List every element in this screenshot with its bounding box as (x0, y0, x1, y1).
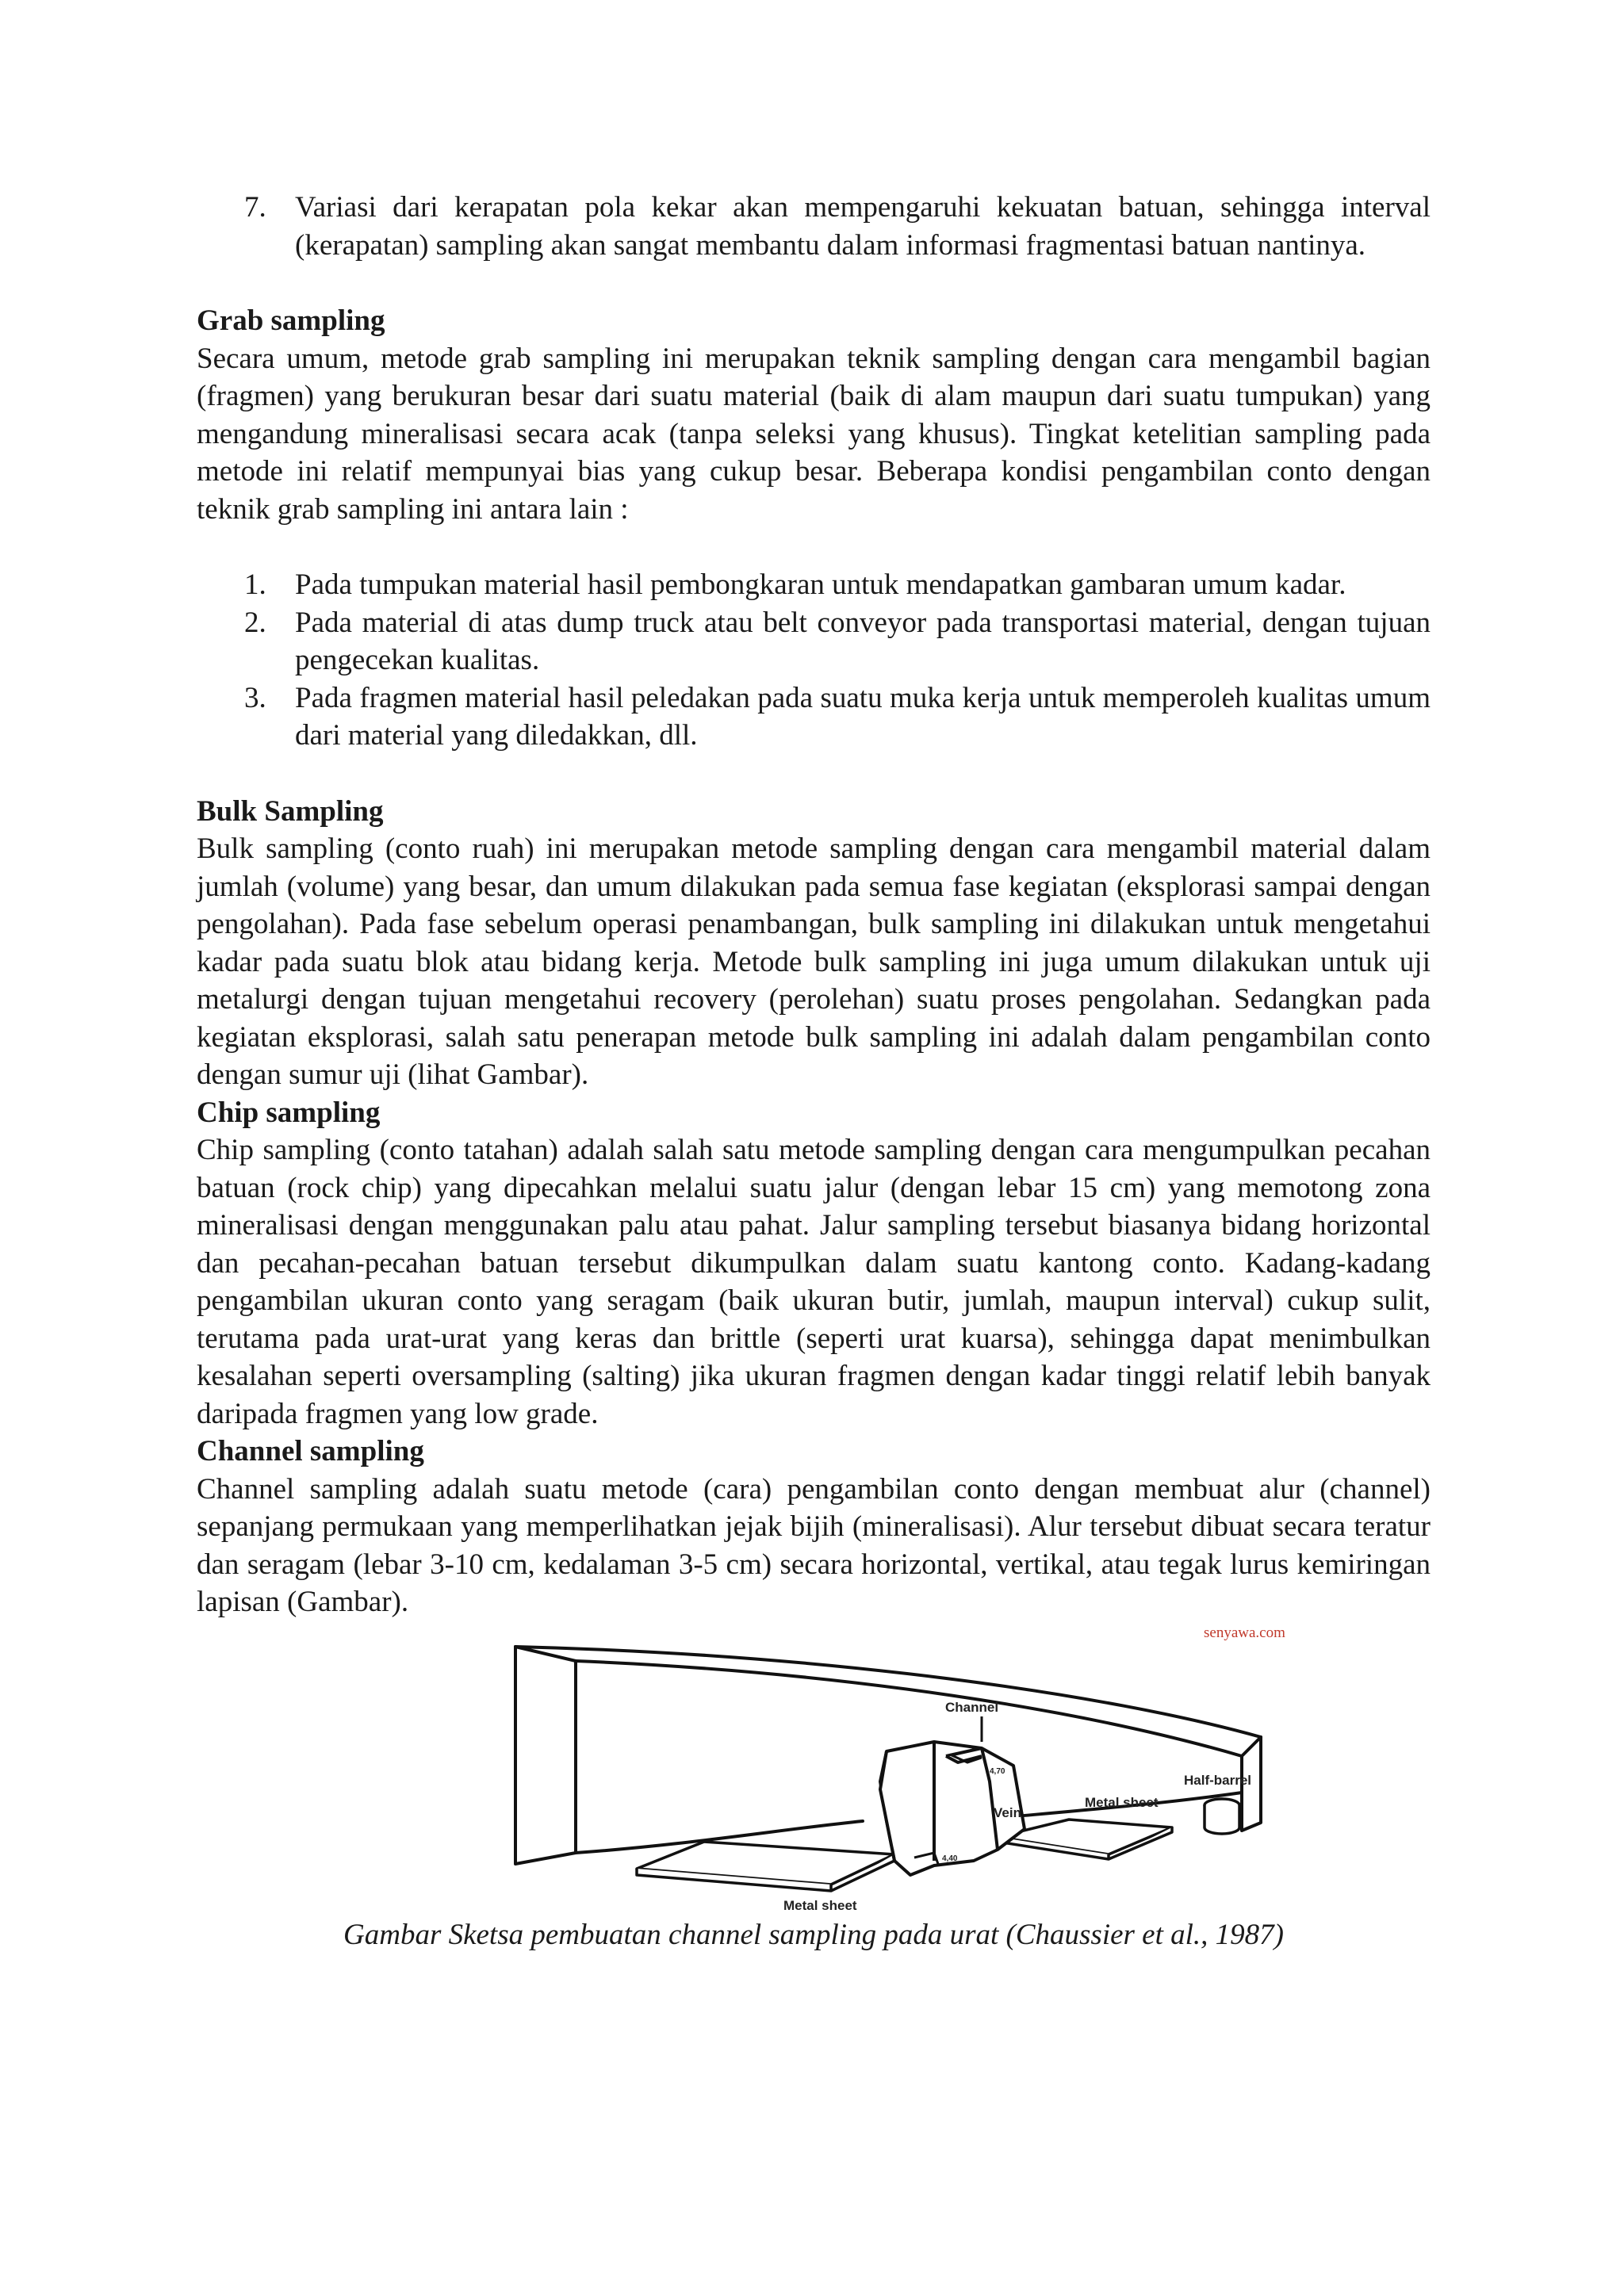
list-item (197, 189, 1431, 264)
list-item (197, 604, 1431, 679)
paragraph-channel: Channel sampling adalah suatu metode (cara) pengambilan conto dengan membuat alur (channel) sepanjang permukaan yang memperlihatkan jejak bijih (mineralisasi). Alur tersebut dibuat secara teratur dan seragam (lebar 3-10 cm, kedalaman 3-5 cm) secara horizontal, vertikal, atau tegak lurus kemiringan lapisan (Gambar). (197, 1472, 1431, 1618)
document-page (197, 189, 1431, 1954)
channel-sampling-sketch (197, 1623, 1431, 1911)
intro-list (197, 189, 1431, 264)
paragraph-bulk: Bulk sampling (conto ruah) ini merupakan metode sampling dengan cara mengambil material dalam jumlah (volume) yang besar, dan umum dilakukan pada semua fase kegiatan (eksplorasi sampai dengan pengolahan). Pada fase sebelum operasi penambangan, bulk sampling ini dilakukan untuk mengetahui kadar pada suatu blok atau bidang kerja. Metode bulk sampling ini juga umum dilakukan untuk uji metalurgi dengan tujuan mengetahui recovery (perolehan) suatu proses pengolahan. Sedangkan pada kegiatan eksplorasi, salah satu penerapan metode bulk sampling ini adalah dalam pengambilan conto dengan sumur uji (lihat Gambar). (197, 832, 1431, 1091)
list-text: Pada fragmen material hasil peledakan pada suatu muka kerja untuk memperoleh kualitas umum dari material yang diledakkan, dll. (295, 681, 1431, 752)
list-number: 2. (244, 606, 266, 639)
svg-text:4,70: 4,70 (990, 1766, 1005, 1776)
label-half-barrel: Half-barrel (1184, 1772, 1252, 1788)
figure-caption: Gambar Sketsa pembuatan channel sampling pada urat (Chaussier et al., 1987) (343, 1918, 1284, 1951)
section-heading-bulk: Bulk Sampling (197, 794, 384, 828)
list-text: Pada tumpukan material hasil pembongkaran untuk mendapatkan gambaran umum kadar. (295, 568, 1346, 601)
section-heading-grab: Grab sampling (197, 304, 385, 337)
list-item (197, 679, 1431, 755)
list-text: Variasi dari kerapatan pola kekar akan mempengaruhi kekuatan batuan, sehingga interval (kerapatan) sampling akan sangat membantu dalam informasi fragmentasi batuan nantinya. (295, 191, 1431, 262)
watermark: senyawa.com (1204, 1624, 1285, 1641)
list-number: 3. (244, 681, 266, 714)
grab-list (197, 566, 1431, 755)
svg-text:4,40: 4,40 (942, 1854, 958, 1863)
list-number: 7. (244, 191, 266, 224)
section-heading-chip: Chip sampling (197, 1096, 381, 1129)
left-wall (515, 1647, 576, 1864)
label-channel: Channel (945, 1699, 999, 1715)
section-heading-channel: Channel sampling (197, 1435, 424, 1468)
label-metal-sheet-right: Metal sheet (1085, 1794, 1159, 1810)
label-metal-sheet-left: Metal sheet (783, 1897, 857, 1911)
list-text: Pada material di atas dump truck atau belt conveyor pada transportasi material, dengan tujuan pengecekan kualitas. (295, 606, 1431, 676)
label-vein: Vein (994, 1804, 1021, 1820)
list-item (197, 566, 1431, 604)
wall-top-edge (515, 1647, 1261, 1737)
list-number: 1. (244, 568, 266, 601)
paragraph-chip: Chip sampling (conto tatahan) adalah salah satu metode sampling dengan cara mengumpulkan pecahan batuan (rock chip) yang dipecahkan melalui suatu jalur (dengan lebar 15 cm) yang memotong zona mineralisasi dengan menggunakan palu atau pahat. Jalur sampling tersebut biasanya bidang horizontal dan pecahan-pecahan batuan tersebut dikumpulkan dalam suatu kantong conto. Kadang-kadang pengambilan ukuran conto yang seragam (baik ukuran butir, jumlah, maupun interval) cukup sulit, terutama pada urat-urat yang keras dan brittle (seperti urat kuarsa), sehingga dapat menimbulkan kesalahan seperti oversampling (salting) jika ukuran fragmen dengan kadar tinggi relatif lebih banyak daripada fragmen yang low grade. (197, 1134, 1431, 1430)
paragraph-grab: Secara umum, metode grab sampling ini merupakan teknik sampling dengan cara mengambil bagian (fragmen) yang berukuran besar dari suatu material (baik di alam maupun dari suatu tumpukan) yang mengandung mineralisasi secara acak (tanpa seleksi yang khusus). Tingkat ketelitian sampling pada metode ini relatif mempunyai bias yang cukup besar. Beberapa kondisi pengambilan conto dengan teknik grab sampling ini antara lain : (197, 342, 1431, 526)
channel-sampling-figure (197, 1623, 1431, 1911)
